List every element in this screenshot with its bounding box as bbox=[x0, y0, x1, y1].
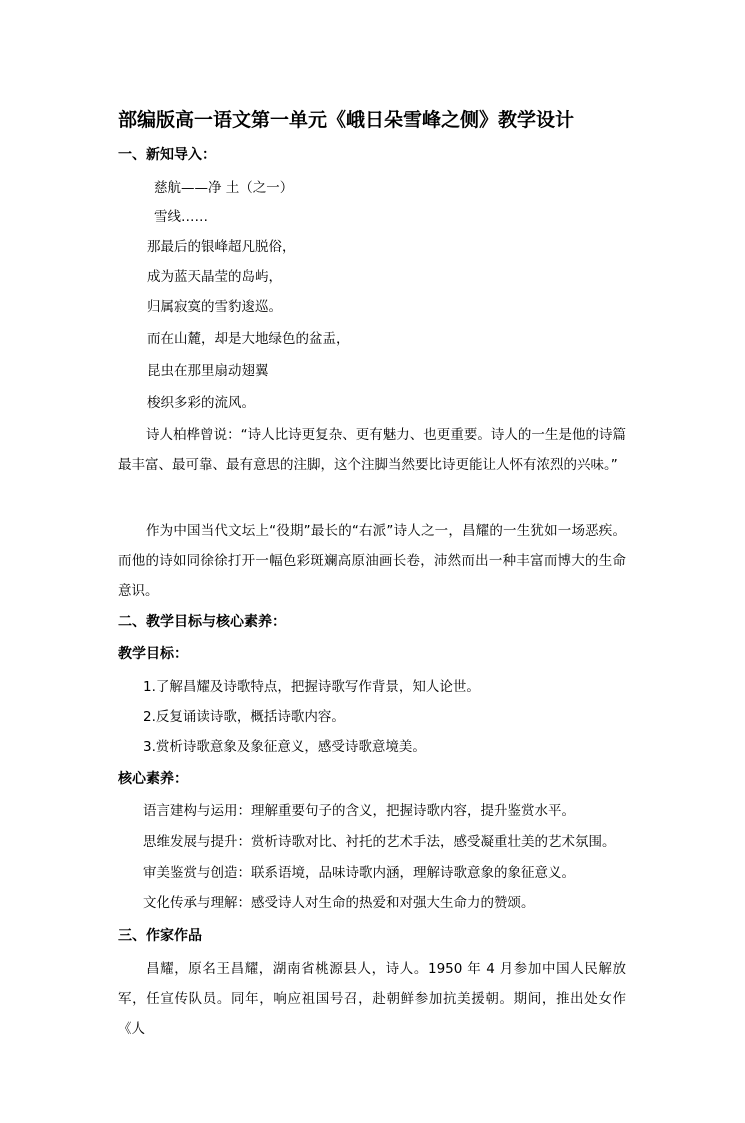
section-heading-goals: 二、教学目标与核心素养： bbox=[118, 614, 286, 630]
section-heading-intro: 一、新知导入： bbox=[118, 147, 216, 163]
intro-paragraph: 作为中国当代文坛上“役期”最长的“右派”诗人之一，昌耀的一生犹如一场恶疾。而他的诗如同徐徐打开一幅色彩斑斓高原油画长卷，沛然而出一种丰富而博大的生命意识。 bbox=[118, 523, 626, 599]
goal-item: 2.反复诵读诗歌，概括诗歌内容。 bbox=[143, 709, 345, 725]
document-title: 部编版高一语文第一单元《峨日朵雪峰之侧》教学设计 bbox=[118, 109, 575, 131]
quote-paragraph: 诗人柏桦曾说：“诗人比诗更复杂、更有魅力、也更重要。诗人的一生是他的诗篇最丰富、最可靠、最有意思的注脚，这个注脚当然要比诗更能让人怀有浓烈的兴味。” bbox=[118, 427, 626, 473]
poem-line: 昆虫在那里扇动翅翼 bbox=[147, 363, 269, 379]
core-item: 思维发展与提升：赏析诗歌对比、衬托的艺术手法，感受凝重壮美的艺术氛围。 bbox=[143, 834, 616, 850]
poem-line: 梭织多彩的流风。 bbox=[147, 395, 255, 411]
core-item: 语言建构与运用：理解重要句子的含义，把握诗歌内容，提升鉴赏水平。 bbox=[143, 803, 575, 819]
poem-line: 归属寂寞的雪豹逡巡。 bbox=[147, 299, 282, 315]
poem-line: 而在山麓，却是大地绿色的盆盂， bbox=[147, 331, 350, 347]
core-item: 审美鉴赏与创造：联系语境，品味诗歌内涵，理解诗歌意象的象征意义。 bbox=[143, 865, 575, 881]
poem-line: 慈航——净 土（之一） bbox=[154, 180, 294, 196]
core-item: 文化传承与理解：感受诗人对生命的热爱和对强大生命力的赞颂。 bbox=[143, 895, 535, 911]
section-heading-author: 三、作家作品 bbox=[118, 928, 202, 944]
goals-subheading: 教学目标： bbox=[118, 646, 188, 662]
poem-line: 成为蓝天晶莹的岛屿， bbox=[147, 269, 282, 285]
poem-line: 那最后的银峰超凡脱俗， bbox=[147, 239, 296, 255]
core-subheading: 核心素养： bbox=[118, 771, 188, 787]
goal-item: 1.了解昌耀及诗歌特点，把握诗歌写作背景，知人论世。 bbox=[143, 679, 480, 695]
poem-line: 雪线…… bbox=[154, 209, 208, 225]
goal-item: 3.赏析诗歌意象及象征意义，感受诗歌意境美。 bbox=[143, 739, 426, 755]
author-paragraph: 昌耀，原名王昌耀，湖南省桃源县人，诗人。1950 年 4 月参加中国人民解放军，任宣传队员。同年，响应祖国号召，赴朝鲜参加抗美援朝。期间，推出处女作《人 bbox=[118, 961, 626, 1037]
